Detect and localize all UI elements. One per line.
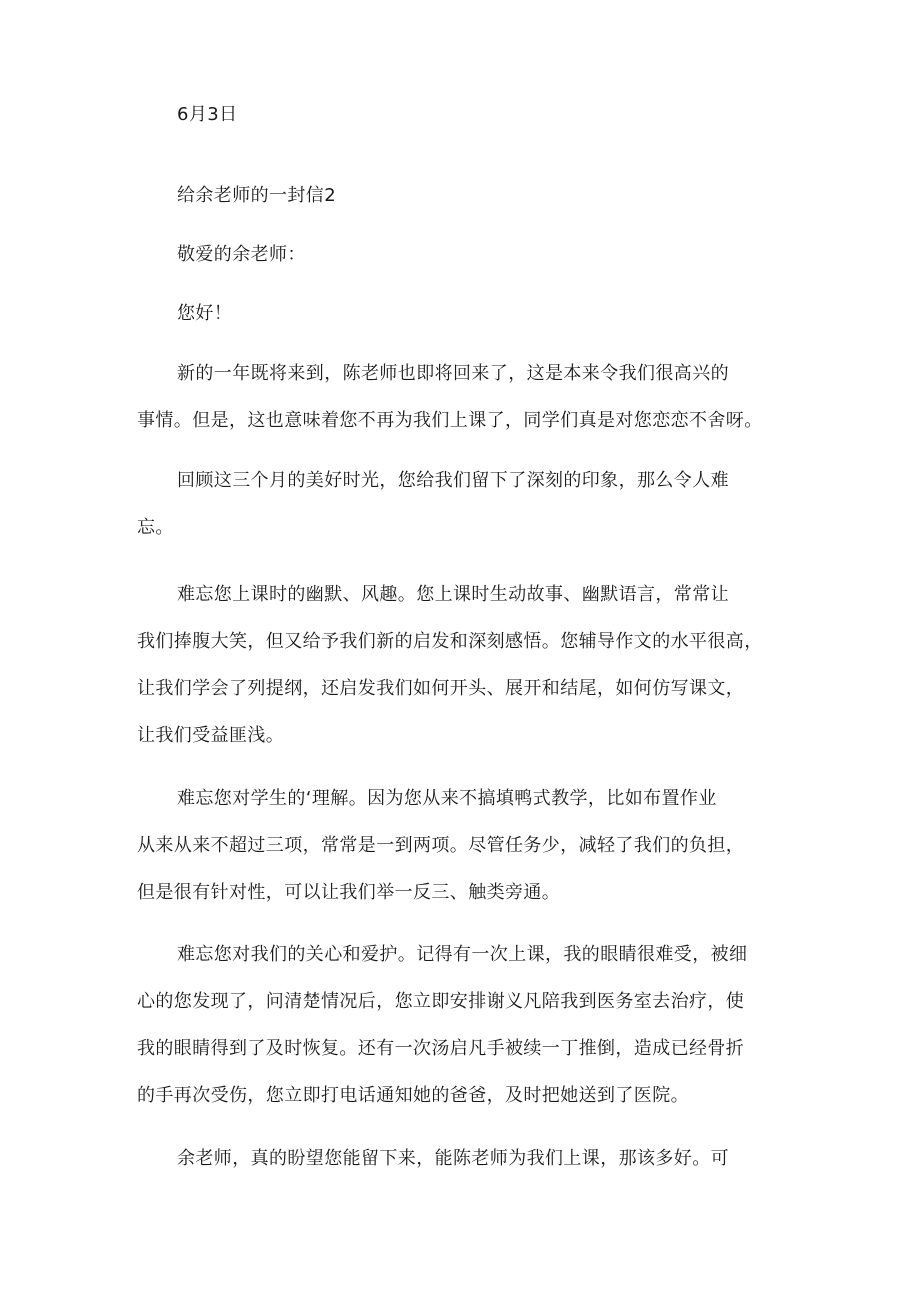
paragraph-line: 从来从来不超过三项，常常是一到两项。尽管任务少，减轻了我们的负担， [137,835,745,856]
paragraph-line: 余老师，真的盼望您能留下来，能陈老师为我们上课，那该多好。可 [177,1148,729,1169]
paragraph-line: 难忘您上课时的幽默、风趣。您上课时生动故事、幽默语言，常常让 [177,584,729,605]
letter-greeting: 您好！ [177,303,233,324]
paragraph-line: 我们捧腹大笑，但又给予我们新的启发和深刻感悟。您辅导作文的水平很高， [137,631,763,652]
paragraph-line: 新的一年既将来到，陈老师也即将回来了，这是本来令我们很高兴的 [177,363,729,384]
letter-salutation: 敬爱的余老师： [177,244,306,265]
paragraph-line: 的手再次受伤，您立即打电话通知她的爸爸，及时把她送到了医院。 [137,1085,689,1106]
paragraph-line: 心的您发现了，问清楚情况后，您立即安排谢义凡陪我到医务室去治疗，使 [137,991,745,1012]
paragraph-line: 我的眼睛得到了及时恢复。还有一次汤启凡手被续一丁推倒，造成已经骨折 [137,1038,745,1059]
paragraph-line: 忘。 [137,517,174,538]
paragraph-line: 难忘您对学生的‘理解。因为您从来不搞填鸭式教学，比如布置作业 [177,788,717,809]
paragraph-line: 事情。但是，这也意味着您不再为我们上课了，同学们真是对您恋恋不舍呀。 [137,410,763,431]
paragraph-line: 让我们学会了列提纲，还启发我们如何开头、展开和结尾，如何仿写课文， [137,678,745,699]
paragraph-line: 让我们受益匪浅。 [137,725,285,746]
paragraph-line: 但是很有针对性，可以让我们举一反三、触类旁通。 [137,882,561,903]
paragraph-line: 回顾这三个月的美好时光，您给我们留下了深刻的印象，那么令人难 [177,470,729,491]
letter-title: 给余老师的一封信2 [177,185,337,206]
paragraph-line: 难忘您对我们的关心和爱护。记得有一次上课，我的眼睛很难受，被细 [177,944,748,965]
letter-date: 6月3日 [177,104,238,125]
